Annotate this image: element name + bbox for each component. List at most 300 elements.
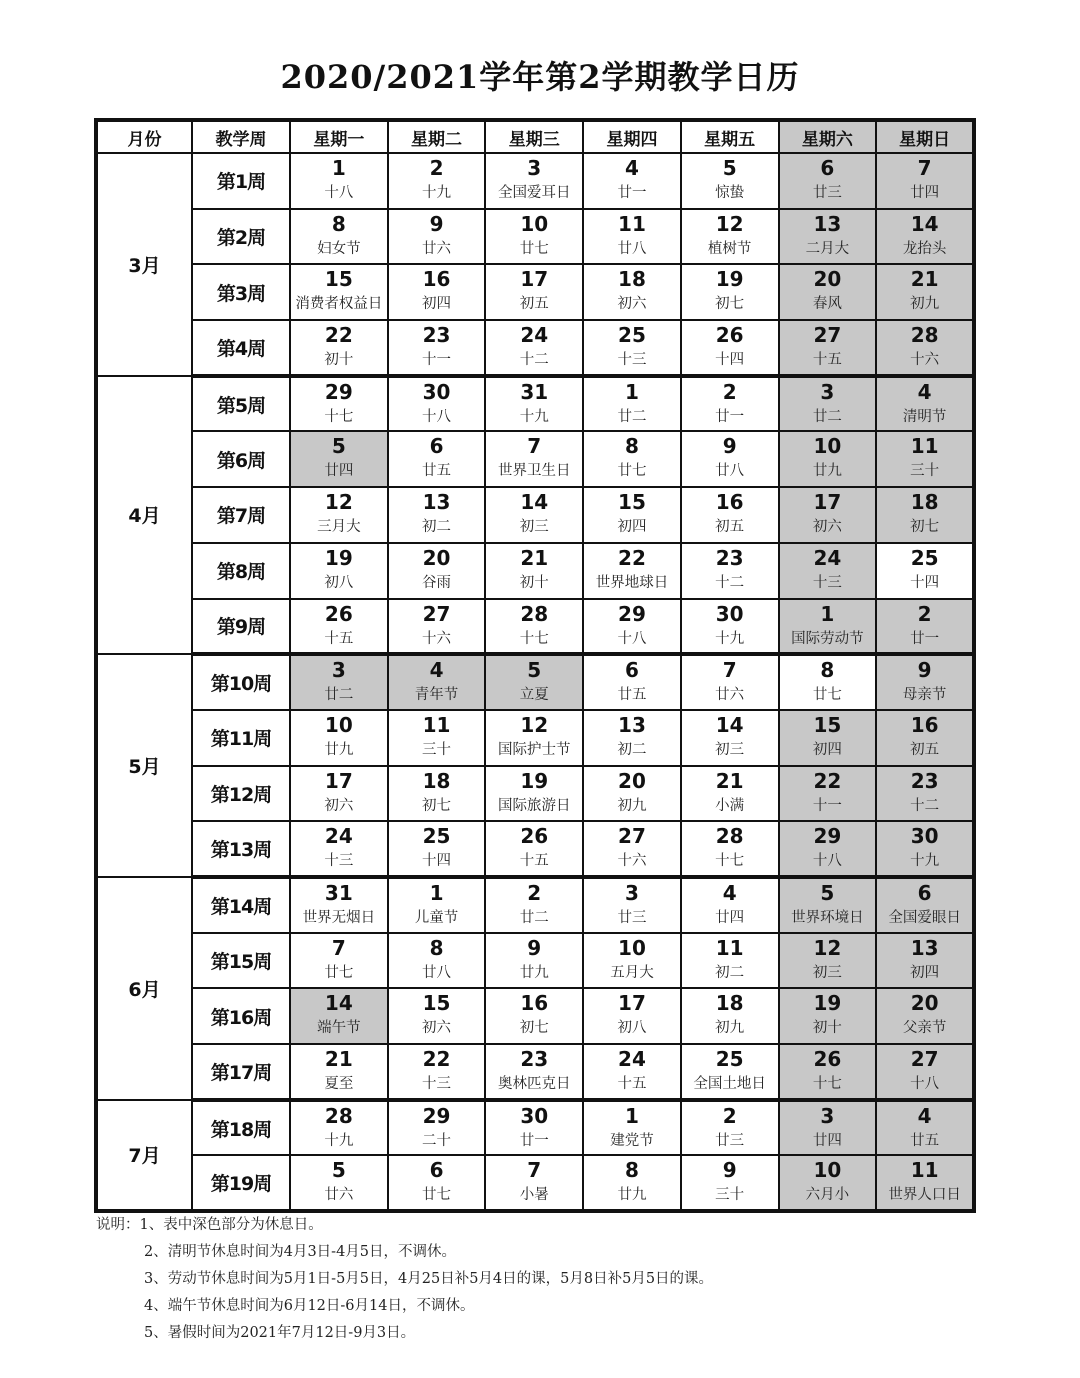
day-number: 12	[324, 490, 353, 515]
day-cell	[290, 710, 388, 766]
day-lunar-note: 初三	[519, 519, 549, 536]
day-cell	[388, 376, 486, 432]
day-lunar-note: 初五	[910, 741, 940, 758]
day-lunar-note: 廿二	[617, 408, 647, 425]
day-number: 2	[429, 156, 444, 180]
day-number: 3	[527, 156, 542, 180]
day-cell	[388, 988, 486, 1044]
day-number: 13	[618, 712, 646, 737]
day-number: 15	[324, 267, 353, 292]
day-cell-rest	[876, 487, 974, 543]
day-lunar-note: 初四	[812, 741, 842, 758]
day-lunar-note: 初五	[519, 296, 549, 313]
day-cell-rest	[876, 431, 974, 487]
day-number: 21	[520, 545, 549, 570]
day-cell	[485, 209, 583, 265]
day-cell	[290, 933, 388, 989]
day-number: 17	[618, 991, 646, 1016]
day-cell-rest	[876, 153, 974, 209]
day-cell-rest	[779, 599, 877, 655]
day-lunar-note: 立夏	[519, 687, 549, 704]
day-lunar-note: 初六	[617, 296, 647, 313]
day-cell-rest	[779, 153, 877, 209]
day-cell	[388, 710, 486, 766]
day-lunar-note: 廿九	[519, 964, 549, 981]
day-lunar-note: 廿七	[422, 1187, 452, 1204]
day-lunar-note: 六月小	[805, 1187, 850, 1204]
day-cell	[681, 153, 779, 209]
day-number: 12	[520, 712, 549, 737]
day-lunar-note: 国际旅游日	[498, 797, 571, 814]
week-label: 第11周	[192, 710, 290, 766]
day-number: 29	[324, 379, 353, 404]
week-row	[96, 654, 974, 710]
week-label: 第8周	[192, 543, 290, 599]
week-row	[96, 821, 974, 877]
day-lunar-note: 廿七	[617, 463, 647, 480]
week-row	[96, 209, 974, 265]
day-lunar-note: 全国爱眼日	[888, 909, 961, 926]
day-cell	[485, 431, 583, 487]
day-lunar-note: 植树节	[707, 240, 752, 257]
day-cell	[485, 376, 583, 432]
day-number: 22	[618, 545, 646, 570]
day-lunar-note: 三十	[910, 463, 940, 480]
day-lunar-note: 世界卫生日	[498, 463, 571, 480]
day-cell	[681, 431, 779, 487]
day-cell-rest	[779, 1155, 877, 1211]
day-lunar-note: 初九	[617, 797, 647, 814]
day-lunar-note: 妇女节	[317, 240, 361, 257]
day-lunar-note: 清明节	[902, 408, 947, 425]
day-lunar-note: 龙抬头	[902, 240, 947, 257]
day-cell-rest	[779, 487, 877, 543]
day-cell	[681, 654, 779, 710]
day-number: 25	[715, 1047, 744, 1071]
week-row	[96, 710, 974, 766]
day-lunar-note: 初六	[812, 519, 842, 536]
week-label: 第18周	[192, 1100, 290, 1156]
day-cell	[388, 153, 486, 209]
day-lunar-note: 建党节	[610, 1132, 654, 1149]
day-cell	[485, 710, 583, 766]
day-cell	[681, 1044, 779, 1100]
day-cell	[388, 1044, 486, 1100]
day-lunar-note: 廿三	[617, 909, 647, 926]
day-lunar-note: 廿九	[812, 463, 842, 480]
day-lunar-note: 廿七	[812, 687, 842, 704]
day-lunar-note: 十八	[422, 408, 452, 425]
day-number: 25	[422, 824, 451, 849]
week-label: 第13周	[192, 821, 290, 877]
day-lunar-note: 十三	[617, 352, 647, 369]
day-cell	[290, 599, 388, 655]
day-lunar-note: 十三	[812, 574, 842, 591]
day-number: 27	[618, 824, 646, 849]
day-cell	[583, 988, 681, 1044]
day-cell	[485, 264, 583, 320]
day-lunar-note: 十五	[812, 352, 842, 369]
day-cell	[583, 766, 681, 822]
day-cell	[290, 1155, 388, 1211]
day-cell	[388, 821, 486, 877]
day-cell	[388, 1155, 486, 1211]
day-cell	[583, 821, 681, 877]
day-cell	[388, 543, 486, 599]
day-number: 1	[820, 601, 835, 626]
day-number: 5	[722, 156, 737, 180]
day-number: 17	[813, 490, 842, 515]
day-lunar-note: 廿四	[812, 1132, 842, 1149]
day-cell-rest	[779, 988, 877, 1044]
month-label: 5月	[96, 654, 192, 877]
day-cell-rest	[876, 821, 974, 877]
day-number: 1	[429, 880, 444, 905]
week-label: 第6周	[192, 431, 290, 487]
day-lunar-note: 十七	[324, 408, 354, 425]
day-number: 21	[324, 1047, 353, 1071]
day-lunar-note: 父亲节	[902, 1020, 947, 1037]
day-number: 3	[331, 658, 346, 683]
day-number: 19	[715, 267, 744, 292]
day-cell	[583, 599, 681, 655]
day-number: 10	[813, 434, 842, 459]
day-number: 6	[917, 880, 932, 905]
day-lunar-note: 廿二	[324, 687, 354, 704]
day-cell	[583, 877, 681, 933]
day-number: 23	[715, 545, 744, 570]
week-row	[96, 933, 974, 989]
day-lunar-note: 十九	[715, 630, 745, 647]
day-lunar-note: 初六	[422, 1020, 452, 1037]
day-cell-rest	[876, 376, 974, 432]
note-line: 3、劳动节休息时间为5月1日-5月5日，4月25日补5月4日的课，5月8日补5月5日的课。	[144, 1271, 714, 1287]
day-lunar-note: 初三	[715, 741, 745, 758]
day-lunar-note: 十七	[812, 1076, 842, 1092]
day-number: 4	[917, 379, 932, 404]
day-number: 4	[625, 156, 639, 180]
day-number: 20	[910, 991, 939, 1016]
day-lunar-note: 十八	[324, 185, 354, 201]
day-number: 4	[722, 880, 737, 905]
week-label: 第7周	[192, 487, 290, 543]
week-row	[96, 153, 974, 209]
day-lunar-note: 国际护士节	[498, 741, 571, 758]
day-number: 1	[625, 1103, 639, 1128]
day-lunar-note: 十二	[519, 352, 549, 369]
day-number: 19	[813, 991, 842, 1016]
day-number: 24	[813, 545, 842, 570]
day-cell-rest	[779, 264, 877, 320]
day-cell	[485, 153, 583, 209]
day-number: 20	[422, 545, 451, 570]
day-number: 30	[715, 601, 744, 626]
note-line: 5、暑假时间为2021年7月12日-9月3日。	[144, 1325, 416, 1341]
day-lunar-note: 廿一	[715, 408, 745, 425]
day-cell	[290, 1100, 388, 1156]
day-lunar-note: 初七	[422, 797, 452, 814]
day-cell-rest	[779, 1100, 877, 1156]
day-cell-rest	[779, 877, 877, 933]
day-number: 8	[625, 1158, 639, 1183]
day-lunar-note: 十三	[324, 853, 354, 870]
day-number: 22	[422, 1047, 451, 1071]
day-lunar-note: 小暑	[519, 1187, 549, 1204]
week-label: 第14周	[192, 877, 290, 933]
day-cell-rest	[779, 766, 877, 822]
day-number: 4	[429, 658, 444, 683]
day-number: 3	[625, 880, 639, 905]
day-cell-rest	[779, 209, 877, 265]
header-sat: 星期六	[779, 120, 877, 153]
day-lunar-note: 三月大	[317, 519, 361, 536]
day-number: 14	[715, 712, 744, 737]
day-number: 24	[520, 323, 549, 348]
day-cell-rest	[876, 877, 974, 933]
day-cell	[583, 209, 681, 265]
day-cell	[485, 933, 583, 989]
day-number: 22	[813, 768, 842, 793]
week-label: 第10周	[192, 654, 290, 710]
day-number: 11	[910, 434, 939, 459]
day-lunar-note: 廿五	[910, 1132, 940, 1149]
day-cell	[388, 1100, 486, 1156]
day-number: 17	[520, 267, 549, 292]
day-number: 11	[618, 211, 646, 236]
day-number: 9	[917, 658, 932, 683]
day-number: 8	[429, 935, 444, 960]
day-number: 5	[331, 434, 346, 459]
day-lunar-note: 十四	[715, 352, 745, 369]
day-number: 3	[820, 379, 835, 404]
day-cell-rest	[876, 933, 974, 989]
day-lunar-note: 廿九	[324, 741, 354, 758]
day-lunar-note: 消费者权益日	[295, 296, 383, 313]
day-lunar-note: 十八	[910, 1076, 940, 1092]
day-number: 4	[917, 1103, 932, 1128]
day-cell-rest	[779, 320, 877, 376]
day-cell	[485, 1044, 583, 1100]
day-number: 8	[331, 211, 346, 236]
day-number: 10	[618, 935, 646, 960]
week-row	[96, 376, 974, 432]
day-lunar-note: 初七	[910, 519, 940, 536]
day-number: 10	[813, 1158, 842, 1183]
day-cell-rest	[779, 543, 877, 599]
day-lunar-note: 端午节	[317, 1020, 361, 1037]
day-lunar-note: 十五	[617, 1076, 647, 1092]
day-lunar-note: 廿四	[910, 185, 940, 201]
week-row	[96, 543, 974, 599]
day-lunar-note: 初七	[715, 296, 745, 313]
day-cell-rest	[388, 654, 486, 710]
day-number: 29	[618, 601, 646, 626]
day-number: 25	[910, 545, 939, 570]
day-lunar-note: 廿五	[422, 463, 452, 480]
day-number: 20	[618, 768, 646, 793]
day-cell	[290, 821, 388, 877]
day-lunar-note: 廿七	[324, 964, 354, 981]
week-row	[96, 988, 974, 1044]
day-number: 7	[527, 1158, 542, 1183]
day-lunar-note: 谷雨	[422, 574, 452, 591]
day-number: 18	[422, 768, 451, 793]
day-lunar-note: 初四	[422, 296, 452, 313]
day-lunar-note: 廿二	[812, 408, 842, 425]
day-cell	[583, 320, 681, 376]
day-lunar-note: 初九	[910, 296, 940, 313]
header-month: 月份	[96, 120, 192, 153]
day-number: 13	[422, 490, 451, 515]
day-lunar-note: 奥林匹克日	[498, 1076, 571, 1092]
day-lunar-note: 初四	[617, 519, 647, 536]
day-lunar-note: 全国爱耳日	[498, 185, 571, 201]
day-number: 18	[618, 267, 646, 292]
day-cell-rest	[779, 376, 877, 432]
day-cell	[583, 431, 681, 487]
day-number: 29	[422, 1103, 451, 1128]
day-number: 30	[422, 379, 451, 404]
week-label: 第16周	[192, 988, 290, 1044]
day-cell	[388, 209, 486, 265]
day-lunar-note: 廿九	[617, 1187, 647, 1204]
day-cell	[583, 1044, 681, 1100]
header-wed: 星期三	[485, 120, 583, 153]
day-cell	[388, 264, 486, 320]
day-cell	[290, 877, 388, 933]
day-lunar-note: 廿六	[715, 687, 745, 704]
day-cell	[583, 153, 681, 209]
day-lunar-note: 十七	[715, 853, 745, 870]
day-number: 21	[910, 267, 939, 292]
teaching-calendar-table	[94, 118, 976, 1213]
header-tue: 星期二	[388, 120, 486, 153]
day-lunar-note: 廿六	[422, 240, 452, 257]
day-cell	[290, 1044, 388, 1100]
day-cell	[583, 1100, 681, 1156]
day-lunar-note: 初二	[617, 741, 647, 758]
day-number: 11	[422, 712, 451, 737]
day-number: 24	[618, 1047, 646, 1071]
day-cell	[290, 766, 388, 822]
day-number: 6	[429, 434, 444, 459]
day-number: 28	[715, 824, 744, 849]
day-lunar-note: 初八	[324, 574, 354, 591]
day-number: 6	[820, 156, 835, 180]
day-lunar-note: 初六	[324, 797, 354, 814]
day-lunar-note: 母亲节	[902, 687, 947, 704]
day-number: 3	[820, 1103, 835, 1128]
day-cell	[290, 264, 388, 320]
notes	[96, 1212, 996, 1347]
day-number: 20	[813, 267, 842, 292]
day-lunar-note: 初二	[422, 519, 452, 536]
day-cell	[583, 543, 681, 599]
week-label: 第4周	[192, 320, 290, 376]
day-cell	[779, 654, 877, 710]
day-number: 8	[625, 434, 639, 459]
day-cell	[681, 264, 779, 320]
day-lunar-note: 十九	[422, 185, 452, 201]
week-row	[96, 320, 974, 376]
day-cell-rest	[485, 654, 583, 710]
header-fri: 星期五	[681, 120, 779, 153]
day-number: 28	[324, 1103, 353, 1128]
day-lunar-note: 初四	[910, 964, 940, 981]
week-row	[96, 1044, 974, 1100]
day-number: 9	[429, 211, 444, 236]
day-cell	[388, 877, 486, 933]
day-lunar-note: 初八	[617, 1020, 647, 1037]
day-number: 12	[715, 211, 744, 236]
day-lunar-note: 全国土地日	[693, 1076, 766, 1092]
day-number: 14	[910, 211, 939, 236]
day-lunar-note: 十二	[715, 574, 745, 591]
day-cell	[290, 376, 388, 432]
day-lunar-note: 十四	[422, 853, 452, 870]
day-cell	[290, 153, 388, 209]
day-cell	[583, 710, 681, 766]
note-line: 2、清明节休息时间为4月3日-4月5日，不调休。	[144, 1244, 457, 1260]
day-number: 16	[422, 267, 451, 292]
day-number: 2	[722, 1103, 737, 1128]
day-number: 17	[324, 768, 353, 793]
day-number: 15	[618, 490, 646, 515]
day-cell	[485, 821, 583, 877]
day-number: 13	[910, 935, 939, 960]
day-cell	[485, 599, 583, 655]
day-cell	[583, 654, 681, 710]
day-number: 23	[520, 1047, 549, 1071]
day-lunar-note: 十一	[422, 352, 452, 369]
day-number: 2	[527, 880, 542, 905]
day-lunar-note: 廿一	[519, 1132, 549, 1149]
day-cell	[681, 487, 779, 543]
day-lunar-note: 五月大	[610, 964, 654, 981]
day-lunar-note: 初五	[715, 519, 745, 536]
header-week: 教学周	[192, 120, 290, 153]
day-lunar-note: 廿八	[715, 463, 745, 480]
day-lunar-note: 春风	[812, 296, 842, 313]
day-lunar-note: 廿三	[715, 1132, 745, 1149]
day-number: 9	[527, 935, 542, 960]
day-number: 5	[331, 1158, 346, 1183]
day-lunar-note: 廿二	[519, 909, 549, 926]
day-cell	[583, 376, 681, 432]
day-cell	[681, 821, 779, 877]
day-cell-rest	[290, 988, 388, 1044]
day-number: 8	[820, 658, 835, 683]
day-lunar-note: 十八	[812, 853, 842, 870]
day-number: 2	[722, 379, 737, 404]
day-lunar-note: 十六	[422, 630, 452, 647]
day-number: 22	[324, 323, 353, 348]
day-cell	[485, 1155, 583, 1211]
day-number: 30	[520, 1103, 549, 1128]
day-lunar-note: 世界地球日	[595, 574, 669, 591]
day-cell-rest	[876, 264, 974, 320]
day-cell	[388, 933, 486, 989]
day-cell-rest	[876, 654, 974, 710]
day-number: 26	[813, 1047, 842, 1071]
day-lunar-note: 三十	[422, 741, 452, 758]
day-cell	[290, 543, 388, 599]
day-cell-rest	[876, 766, 974, 822]
month-label: 6月	[96, 877, 192, 1100]
day-number: 16	[715, 490, 744, 515]
day-cell-rest	[876, 1044, 974, 1100]
day-cell	[681, 1100, 779, 1156]
